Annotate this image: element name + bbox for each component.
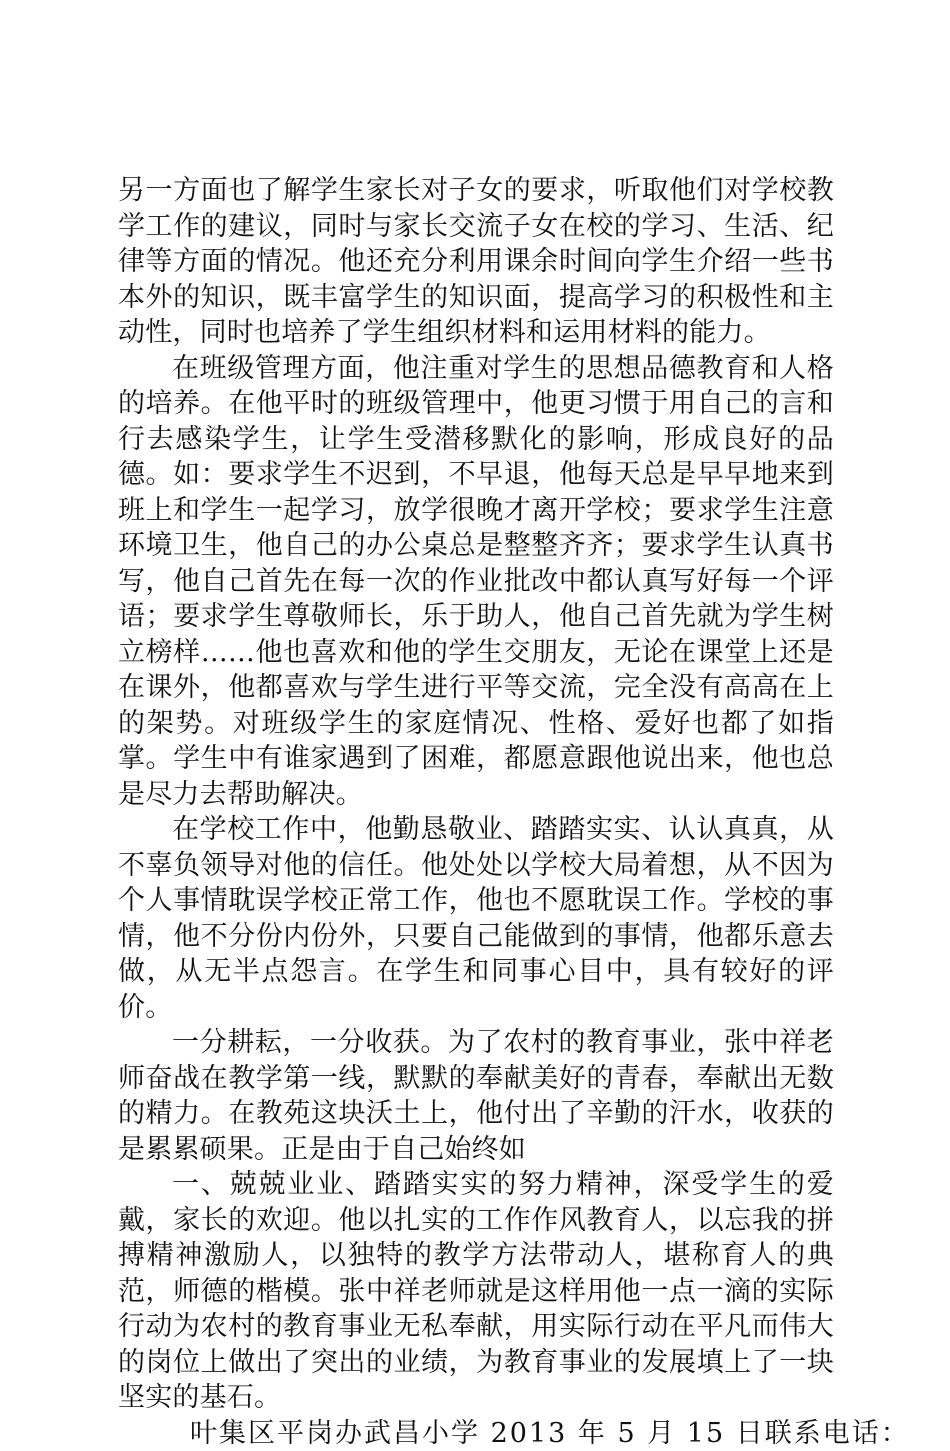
document-footer: 叶集区平岗办武昌小学 2013 年 5 月 15 日联系电话：	[118, 1416, 834, 1451]
paragraph-class-management: 在班级管理方面，他注重对学生的思想品德教育和人格的培养。在他平时的班级管理中，他更习惯于用自己的言和行去感染学生，让学生受潜移默化的影响，形成良好的品德。如：要求学生不迟到，不早退，他每天总是早早地来到班上和学生一起学习，放学很晚才离开学校；要求学生注意环境卫生，他自己的办公桌总是整整齐齐；要求学生认真书写，他自己首先在每一次的作业批改中都认真写好每一个评语；要求学生尊敬师长，乐于助人，他自己首先就为学生树立榜样……他也喜欢和他的学生交朋友，无论在课堂上还是在课外，他都喜欢与学生进行平等交流，完全没有高高在上的架势。对班级学生的家庭情况、性格、爱好也都了如指掌。学生中有谁家遇到了困难，都愿意跟他说出来，他也总是尽力去帮助解决。	[118, 351, 834, 813]
paragraph-school-work: 在学校工作中，他勤恳敬业、踏踏实实、认认真真，从不辜负领导对他的信任。他处处以学校大局着想，从不因为个人事情耽误学校正常工作，他也不愿耽误工作。学校的事情，他不分份内份外，只要自己能做到的事情，他都乐意去做，从无半点怨言。在学生和同事心目中，具有较好的评价。	[118, 812, 834, 1025]
paragraph-family-communication: 另一方面也了解学生家长对子女的要求，听取他们对学校教学工作的建议，同时与家长交流子女在校的学习、生活、纪律等方面的情况。他还充分利用课余时间向学生介绍一些书本外的知识，既丰富学生的知识面，提高学习的积极性和主动性，同时也培养了学生组织材料和运用材料的能力。	[118, 173, 834, 351]
paragraph-harvest: 一分耕耘，一分收获。为了农村的教育事业，张中祥老师奋战在教学第一线，默默的奉献美好的青春，奉献出无数的精力。在教苑这块沃土上，他付出了辛勤的汗水，收获的是累累硕果。正是由于自己始终如	[118, 1025, 834, 1167]
paragraph-dedication: 一、兢兢业业、踏踏实实的努力精神，深受学生的爱戴，家长的欢迎。他以扎实的工作作风教育人，以忘我的拼搏精神激励人，以独特的教学方法带动人，堪称育人的典范，师德的楷模。张中祥老师就是这样用他一点一滴的实际行动为农村的教育事业无私奉献，用实际行动在平凡而伟大的岗位上做出了突出的业绩，为教育事业的发展填上了一块坚实的基石。	[118, 1167, 834, 1416]
document-body	[118, 173, 834, 1451]
